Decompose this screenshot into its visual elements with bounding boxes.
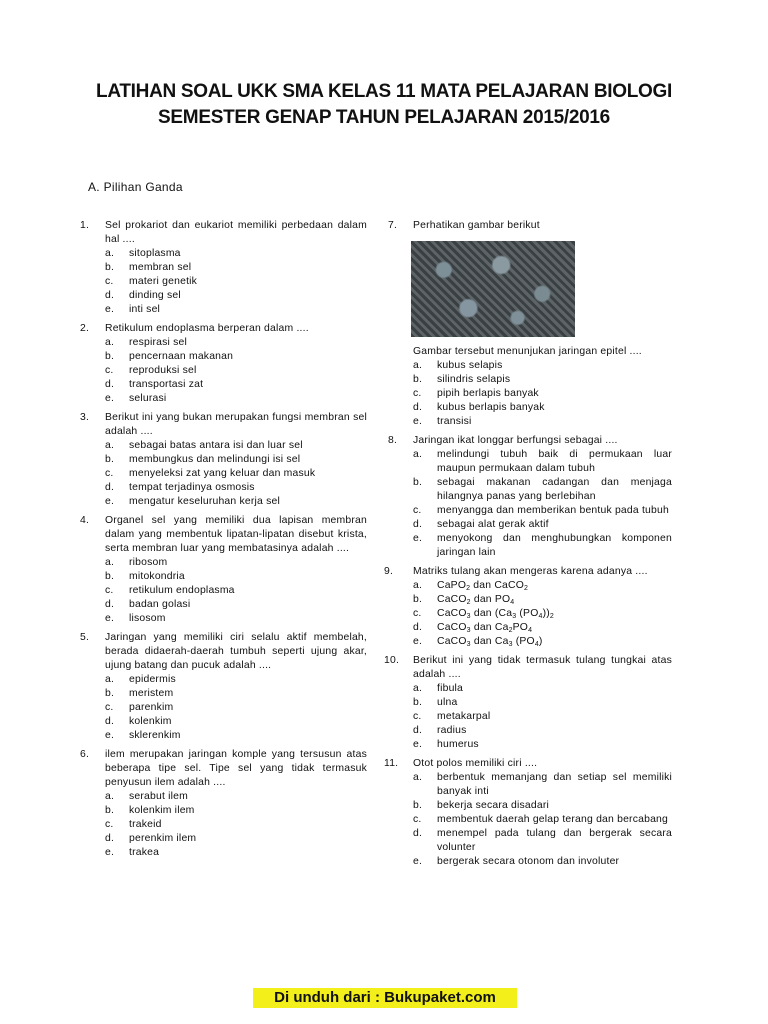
option-letter: b. — [413, 594, 423, 605]
option-text: bergerak secara otonom dan involuter — [437, 856, 620, 867]
option-text: radius — [437, 725, 467, 736]
right-column — [384, 219, 672, 874]
option-text: selurasi — [129, 393, 167, 404]
option — [80, 832, 367, 846]
question-11 — [384, 757, 672, 869]
question-text: Berikut ini yang tidak termasuk tulang tungkai atas adalah .... — [413, 655, 672, 680]
option — [80, 392, 367, 406]
option-letter: e. — [105, 613, 115, 624]
option — [388, 387, 672, 401]
option-text: menempel pada tulang dan bergerak secara volunter — [437, 828, 672, 853]
question-3 — [80, 411, 367, 509]
option-text: badan golasi — [129, 599, 191, 610]
question-number: 6. — [80, 749, 90, 760]
option-letter: a. — [105, 248, 115, 259]
option-letter: c. — [105, 702, 114, 713]
option — [388, 532, 672, 560]
option — [388, 593, 672, 607]
option-letter: a. — [105, 337, 115, 348]
option — [388, 579, 672, 593]
option-text: fibula — [437, 683, 464, 694]
option-text: kubus selapis — [437, 360, 503, 371]
option — [388, 771, 672, 799]
option-text: sebagai alat gerak aktif — [437, 519, 549, 530]
question-number: 11. — [384, 758, 399, 769]
doc-title-line-2: SEMESTER GENAP TAHUN PELAJARAN 2015/2016 — [158, 107, 610, 128]
option-letter: a. — [413, 772, 423, 783]
option-text: serabut ilem — [129, 791, 188, 802]
option — [80, 467, 367, 481]
option-text: kolenkim ilem — [129, 805, 195, 816]
option — [80, 598, 367, 612]
question-5 — [80, 631, 367, 743]
option-letter: c. — [105, 365, 114, 376]
option — [80, 350, 367, 364]
option-letter: e. — [105, 496, 115, 507]
option-text: trakea — [129, 847, 160, 858]
option-letter: d. — [105, 716, 115, 727]
option — [388, 415, 672, 429]
question-text: Sel prokariot dan eukariot memiliki perbedaan dalam hal .... — [105, 220, 367, 245]
option-text: reproduksi sel — [129, 365, 197, 376]
option-text: dinding sel — [129, 290, 181, 301]
question-7 — [388, 219, 672, 429]
option-text: membungkus dan melindungi isi sel — [129, 454, 301, 465]
option-text: materi genetik — [129, 276, 198, 287]
option-text: kubus berlapis banyak — [437, 402, 545, 413]
question-number: 9. — [384, 566, 394, 577]
question-number: 8. — [388, 435, 398, 446]
option — [80, 715, 367, 729]
option — [388, 682, 672, 696]
option — [388, 813, 672, 827]
question-caption: Gambar tersebut menunjukan jaringan epitel .... — [413, 346, 642, 357]
option-letter: c. — [413, 505, 422, 516]
option — [388, 401, 672, 415]
option — [80, 612, 367, 626]
option-letter: d. — [413, 828, 423, 839]
option-text: ribosom — [129, 557, 168, 568]
option-letter: b. — [413, 800, 423, 811]
option — [388, 738, 672, 752]
option-letter: a. — [413, 449, 423, 460]
option-letter: b. — [413, 477, 423, 488]
option-text: retikulum endoplasma — [129, 585, 235, 596]
option — [80, 303, 367, 317]
left-column — [80, 219, 367, 865]
option-letter: c. — [105, 276, 114, 287]
question-8 — [388, 434, 672, 560]
option-letter: d. — [105, 379, 115, 390]
option-text: kolenkim — [129, 716, 172, 727]
option-text: humerus — [437, 739, 479, 750]
section-heading: A. Pilihan Ganda — [88, 180, 183, 194]
question-text: ilem merupakan jaringan komple yang tersusun atas beberapa tipe sel. Tipe sel yang tidak termasuk penyusun ilem adalah .... — [105, 749, 367, 788]
option-letter: e. — [413, 739, 423, 750]
question-1 — [80, 219, 367, 317]
option-text: sebagai batas antara isi dan luar sel — [129, 440, 303, 451]
option-text: sebagai makanan cadangan dan menjaga hilangnya panas yang berlebihan — [437, 477, 672, 502]
option-letter: d. — [413, 622, 423, 633]
option — [80, 336, 367, 350]
option-letter: b. — [105, 805, 115, 816]
question-4 — [80, 514, 367, 626]
question-text: Jaringan ikat longgar berfungsi sebagai .... — [413, 435, 618, 446]
option — [80, 439, 367, 453]
option-letter: a. — [413, 580, 423, 591]
option-letter: d. — [105, 833, 115, 844]
option — [80, 790, 367, 804]
option — [80, 570, 367, 584]
option-text: CaCO$_2$ dan $PO_4$ — [437, 594, 515, 606]
option-letter: b. — [105, 262, 115, 273]
question-text: Otot polos memiliki ciri .... — [413, 758, 538, 769]
option-text: respirasi sel — [129, 337, 188, 348]
option — [388, 724, 672, 738]
option — [388, 607, 672, 621]
option-text: pencernaan makanan — [129, 351, 234, 362]
option-text: melindungi tubuh baik di permukaan luar maupun permukaan dalam tubuh — [437, 449, 672, 474]
option — [388, 855, 672, 869]
option-letter: c. — [413, 711, 422, 722]
question-number: 2. — [80, 323, 90, 334]
option — [80, 247, 367, 261]
option — [80, 584, 367, 598]
option-letter: e. — [105, 304, 115, 315]
option — [388, 621, 672, 635]
option-letter: e. — [105, 847, 115, 858]
option — [388, 448, 672, 476]
option-letter: b. — [105, 688, 115, 699]
option-letter: a. — [413, 683, 423, 694]
option — [388, 635, 672, 649]
question-number: 10. — [384, 655, 400, 666]
option-text: CaCO$_3$ dan ($Ca_3$ $(PO_4))_2$ — [437, 608, 554, 620]
option-text: mengatur keseluruhan kerja sel — [129, 496, 280, 507]
question-2 — [80, 322, 367, 406]
option — [80, 495, 367, 509]
option — [80, 378, 367, 392]
option — [388, 359, 672, 373]
question-number: 1. — [80, 220, 90, 231]
option-text: bekerja secara disadari — [437, 800, 550, 811]
option-text: lisosom — [129, 613, 166, 624]
option — [80, 687, 367, 701]
option — [80, 673, 367, 687]
option-text: metakarpal — [437, 711, 491, 722]
option — [80, 453, 367, 467]
option-text: epidermis — [129, 674, 176, 685]
option-text: CaCO$_3$ dan $Ca_3$ $(PO_4)$ — [437, 636, 543, 648]
option-letter: a. — [105, 440, 115, 451]
option-letter: a. — [105, 674, 115, 685]
question-number: 3. — [80, 412, 90, 423]
question-text: Berikut ini yang bukan merupakan fungsi membran sel adalah .... — [105, 412, 367, 437]
question-9 — [384, 565, 672, 649]
option — [80, 818, 367, 832]
option-text: ulna — [437, 697, 458, 708]
option — [80, 364, 367, 378]
option-text: membentuk daerah gelap terang dan bercabang — [437, 814, 669, 825]
option — [388, 710, 672, 724]
question-text: Perhatikan gambar berikut — [413, 220, 540, 231]
question-text: Jaringan yang memiliki ciri selalu aktif membelah, berada didaerah-daerah tumbuh seperti ujung akar, ujung batang dan pucuk adalah .... — [105, 632, 367, 671]
option-text: meristem — [129, 688, 174, 699]
option-letter: e. — [413, 416, 423, 427]
option-text: sitoplasma — [129, 248, 181, 259]
option-text: menyeleksi zat yang keluar dan masuk — [129, 468, 316, 479]
option — [80, 481, 367, 495]
question-number: 5. — [80, 632, 90, 643]
option-letter: c. — [413, 608, 422, 619]
question-6 — [80, 748, 367, 860]
option-text: pipih berlapis banyak — [437, 388, 539, 399]
doc-title-line-1: LATIHAN SOAL UKK SMA KELAS 11 MATA PELAJARAN BIOLOGI — [96, 81, 672, 102]
option-letter: d. — [413, 519, 423, 530]
option — [80, 261, 367, 275]
option-letter: c. — [413, 388, 422, 399]
option-text: perenkim ilem — [129, 833, 197, 844]
option-letter: b. — [105, 571, 115, 582]
question-text: Retikulum endoplasma berperan dalam .... — [105, 323, 309, 334]
option-letter: e. — [413, 533, 423, 544]
question-10 — [384, 654, 672, 752]
option-letter: e. — [105, 393, 115, 404]
option — [388, 518, 672, 532]
option-letter: c. — [105, 585, 114, 596]
option-text: transisi — [437, 416, 472, 427]
option-text: sklerenkim — [129, 730, 181, 741]
option-letter: b. — [413, 697, 423, 708]
question-number: 4. — [80, 515, 90, 526]
option-letter: b. — [105, 351, 115, 362]
option-letter: b. — [105, 454, 115, 465]
option — [388, 504, 672, 518]
option-text: CaCO$_3$ dan $Ca_2PO_4$ — [437, 622, 533, 634]
option-text: membran sel — [129, 262, 192, 273]
option-letter: d. — [413, 725, 423, 736]
option-text: CaPO$_2$ dan CaCO$_2$ — [437, 580, 529, 592]
option-text: menyangga dan memberikan bentuk pada tubuh — [437, 505, 669, 516]
option — [388, 799, 672, 813]
option — [388, 827, 672, 855]
option-letter: b. — [413, 374, 423, 385]
option-letter: d. — [105, 290, 115, 301]
option — [80, 804, 367, 818]
option-letter: c. — [105, 819, 114, 830]
option-text: menyokong dan menghubungkan komponen jaringan lain — [437, 533, 672, 558]
option — [388, 696, 672, 710]
option-text: berbentuk memanjang dan setiap sel memiliki banyak inti — [437, 772, 672, 797]
option-letter: e. — [105, 730, 115, 741]
option-text: trakeid — [129, 819, 162, 830]
option-letter: c. — [413, 814, 422, 825]
option-text: parenkim — [129, 702, 174, 713]
option — [80, 701, 367, 715]
option-text: mitokondria — [129, 571, 185, 582]
option-letter: e. — [413, 636, 423, 647]
option-text: transportasi zat — [129, 379, 204, 390]
option-letter: d. — [105, 482, 115, 493]
option — [80, 289, 367, 303]
option-letter: c. — [105, 468, 114, 479]
question-number: 7. — [388, 220, 398, 231]
option-text: tempat terjadinya osmosis — [129, 482, 255, 493]
option — [80, 275, 367, 289]
epithelium-micrograph-image — [411, 241, 575, 337]
option-letter: e. — [413, 856, 423, 867]
download-source-footer: Di unduh dari : Bukupaket.com — [253, 988, 517, 1008]
option — [388, 373, 672, 387]
question-text: Organel sel yang memiliki dua lapisan membran dalam yang membentuk lipatan-lipatan disebut krista, serta membran luar yang membatasinya adalah .... — [105, 515, 367, 554]
option-letter: a. — [413, 360, 423, 371]
question-text: Matriks tulang akan mengeras karena adanya .... — [413, 566, 648, 577]
option-letter: d. — [105, 599, 115, 610]
option-letter: d. — [413, 402, 423, 413]
option-letter: a. — [105, 557, 115, 568]
option — [80, 729, 367, 743]
option — [80, 846, 367, 860]
option-letter: a. — [105, 791, 115, 802]
option-text: inti sel — [129, 304, 161, 315]
option — [388, 476, 672, 504]
option-text: silindris selapis — [437, 374, 511, 385]
option — [80, 556, 367, 570]
